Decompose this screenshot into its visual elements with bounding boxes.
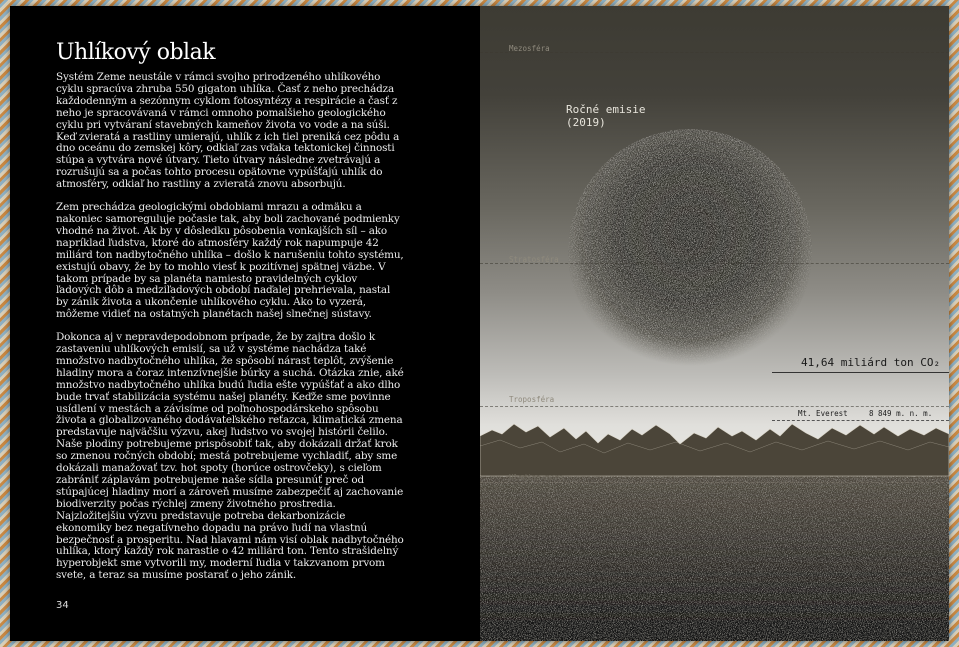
paragraph-1: Systém Zeme neustále v rámci svojho prirodzeného uhlíkového cyklu spracúva zhruba 550 gigaton uhlíka. Časť z neho prechádza každodenným a sezónnym cyklom fotosyntézy a respirácie a časť z neho je spracovávaná v rámci omnoho pomalšieho geologického cyklu pri vytváraní stavebných kameňov života vo vode a na súši. Keď zvieratá a rastliny umierajú, uhlík z ich tiel preniká cez pôdu a dno oceánu do zemskej kôry, odkiaľ zas vďaka tektonickej činnosti stúpa a vytvára nové útvary. Tieto útvary následne zvetrávajú a rozrušujú sa a počas tohto procesu opätovne vypúšťajú uhlík do atmosféry, odkiaľ ho rastliny a zvieratá znovu absorbujú. xyxy=(56,71,400,191)
emissions-title-line2: (2019) xyxy=(566,116,606,129)
mesosphere-label: Mezosféra xyxy=(509,44,550,53)
emissions-value-line xyxy=(772,372,949,373)
troposphere-line xyxy=(480,406,949,407)
body-text xyxy=(56,72,404,593)
mountain-range xyxy=(480,424,949,476)
everest-label: Mt. Everest xyxy=(798,409,848,418)
troposphere-label: Troposféra xyxy=(509,395,555,404)
stratosphere-label: Stratosféra xyxy=(509,255,559,264)
paragraph-3: Dokonca aj v nepravdepodobnom prípade, že by zajtra došlo k zastaveniu uhlíkových emisií, sa už v systéme nachádza také množstvo nadbytočného uhlíka, že spôsobí nárast teplôt, zvýšenie hladiny mora a čoraz intenzívnejšie búrky a suchá. Otázka znie, aké množstvo nadbytočného uhlíka budú ľudia ešte vypúšťať a ako dlho bude trvať stabilizácia systému našej planéty. Keďže sme povinne usídlení v mestách a závisíme od poľnohospodárskeho spôsobu života a globalizovaného dodávateľského reťazca, klimatická zmena predstavuje najväčšiu výzvu, akej ľudstvo vo svojej histórii čelilo. Naše plodiny potrebujeme prispôsobiť tak, aby dokázali držať krok so zmenou ročných období; mestá potrebujeme vychladiť, aby sme dokázali manažovať tzv. hot spoty (horúce ostrovčeky), s cieľom zabrániť záplavám potrebujeme naše sídla presunúť preč od stúpajúcej hladiny morí a zároveň musíme zabezpečiť aj zachovanie biodiverzity počas rýchlej zmeny životného prostredia. Najzložitejšiu výzvu predstavuje potreba dekarbonizácie ekonomiky bez negatívneho dopadu na právo ľudí na vlastnú bezpečnosť a prosperitu. Nad hlavami nám visí oblak nadbytočného uhlíka, ktorý každý rok narastie o 42 miliárd ton. Tento strašidelný hyperobjekt sme vytvorili my, moderní ľudia v takzvanom prvom svete, a teraz sa musíme postarať o jeho zánik. xyxy=(56,331,404,582)
illustration-page xyxy=(480,6,949,641)
book-spread xyxy=(10,6,949,641)
paragraph-2: Zem prechádza geologickými obdobiami mrazu a odmäku a nakoniec samoreguluje počasie tak, aby boli zachované podmienky vhodné na život. Ak by v dôsledku pôsobenia vonkajších síl – ako napríklad ľudstva, ktoré do atmosféry každý rok napumpuje 42 miliárd ton nadbytočného uhlíka – došlo k narušeniu tohto systému, existujú obavy, že by to mohlo viesť k pozitívnej spätnej väzbe. V takom prípade by sa planéta namiesto pravidelných cyklov ľadových dôb a medziľadových období naďalej prehrievala, nastal by zánik života a ukončenie uhlíkového cyklu. Ako to vyzerá, môžeme vidieť na ostatných planétach našej slnečnej sústavy. xyxy=(56,201,404,321)
emissions-value: 41,64 miliárd ton CO₂ xyxy=(801,356,941,369)
left-page xyxy=(10,6,480,641)
emissions-title xyxy=(566,103,645,129)
carbon-cloud-sphere xyxy=(568,129,812,373)
page-number: 34 xyxy=(56,600,69,611)
atmosphere-illustration xyxy=(480,6,949,641)
sea-level-label: Hladina mora xyxy=(509,473,564,482)
emissions-title-line1: Ročné emisie xyxy=(566,103,646,116)
mesosphere-line xyxy=(480,52,949,53)
sea-level-line xyxy=(480,482,949,483)
page-title: Uhlíkový oblak xyxy=(56,40,216,65)
everest-height: 8 849 m. n. m. xyxy=(869,409,933,418)
everest-line xyxy=(772,420,949,421)
